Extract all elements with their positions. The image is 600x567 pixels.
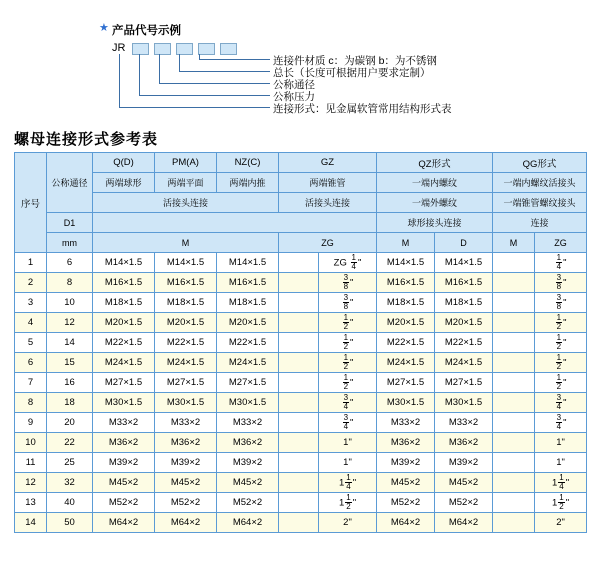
cell-seq: 10: [15, 433, 47, 453]
cell-qg-m: [493, 513, 535, 533]
code-box-1: [132, 43, 149, 55]
cell-pma: M33×2: [155, 413, 217, 433]
cell-seq: 13: [15, 493, 47, 513]
cell-nzc: M20×1.5: [217, 313, 279, 333]
cell-qz-m: M18×1.5: [377, 293, 435, 313]
cell-nominal-diameter: 25: [47, 453, 93, 473]
section-heading: 螺母连接形式参考表: [14, 131, 159, 148]
leader-v-2: [139, 54, 140, 96]
cell-nominal-diameter: 50: [47, 513, 93, 533]
cell-qd: M39×2: [93, 453, 155, 473]
cell-nominal-diameter: 20: [47, 413, 93, 433]
header-group-qg: QG形式: [493, 153, 587, 173]
header-gz-connection: 活接头连接: [279, 193, 377, 213]
cell-qz-d: M14×1.5: [435, 253, 493, 273]
cell-gz-zg: ZG $\frac{1}{4}$ ": [319, 253, 377, 273]
cell-nominal-diameter: 6: [47, 253, 93, 273]
cell-seq: 5: [15, 333, 47, 353]
header-gz-desc: 两端锥管: [279, 173, 377, 193]
header-group-qd: Q(D): [93, 153, 155, 173]
code-box-4: [198, 43, 215, 55]
cell-gz-zg: $\frac{3}{4}$ ": [319, 413, 377, 433]
cell-gz-zg: $\frac{1}{2}$ ": [319, 333, 377, 353]
cell-nzc: M52×2: [217, 493, 279, 513]
header-unit-m-qg: M: [493, 233, 535, 253]
leader-h-2: [139, 95, 270, 96]
cell-nominal-diameter: 22: [47, 433, 93, 453]
table-row: [15, 273, 587, 293]
cell-qd: M14×1.5: [93, 253, 155, 273]
header-group-pma: PM(A): [155, 153, 217, 173]
cell-qg-zg: 1": [535, 433, 587, 453]
header-unit-zg-gz: ZG: [279, 233, 377, 253]
cell-nominal-diameter: 10: [47, 293, 93, 313]
cell-gz-zg: 1 $\frac{1}{2}$ ": [319, 493, 377, 513]
cell-qg-m: [493, 273, 535, 293]
cell-gz-zg: $\frac{3}{4}$ ": [319, 393, 377, 413]
cell-qg-zg: $\frac{1}{2}$ ": [535, 353, 587, 373]
cell-qg-zg: 1 $\frac{1}{4}$ ": [535, 473, 587, 493]
cell-nzc: M36×2: [217, 433, 279, 453]
cell-seq: 8: [15, 393, 47, 413]
cell-gz-zg: $\frac{3}{8}$ ": [319, 273, 377, 293]
star-icon: ★: [99, 22, 109, 34]
cell-pma: M22×1.5: [155, 333, 217, 353]
cell-seq: 12: [15, 473, 47, 493]
table-row: [15, 353, 587, 373]
header-unit-m-qz: M: [377, 233, 435, 253]
cell-qg-m: [493, 413, 535, 433]
header-nominal-diameter: 公称通径: [47, 153, 93, 213]
cell-qz-m: M14×1.5: [377, 253, 435, 273]
cell-pma: M24×1.5: [155, 353, 217, 373]
table-row: [15, 473, 587, 493]
cell-gz-m: [279, 273, 319, 293]
cell-qz-d: M24×1.5: [435, 353, 493, 373]
cell-qg-zg: $\frac{3}{8}$ ": [535, 273, 587, 293]
cell-nominal-diameter: 16: [47, 373, 93, 393]
cell-gz-m: [279, 313, 319, 333]
legend-title: 产品代号示例: [112, 25, 181, 37]
cell-nzc: M24×1.5: [217, 353, 279, 373]
cell-qg-m: [493, 453, 535, 473]
cell-gz-zg: $\frac{1}{2}$ ": [319, 353, 377, 373]
table-row: [15, 433, 587, 453]
cell-pma: M52×2: [155, 493, 217, 513]
cell-gz-m: [279, 293, 319, 313]
cell-qg-zg: $\frac{1}{2}$ ": [535, 333, 587, 353]
table-row: [15, 333, 587, 353]
cell-qz-m: M22×1.5: [377, 333, 435, 353]
header-qz-thread: 一端外螺纹: [377, 193, 493, 213]
table-header-row-5: [15, 233, 587, 253]
leader-h-1: [119, 107, 270, 108]
cell-seq: 11: [15, 453, 47, 473]
header-group-qz: QZ形式: [377, 153, 493, 173]
cell-gz-m: [279, 453, 319, 473]
leader-h-5: [199, 59, 270, 60]
cell-qz-d: M45×2: [435, 473, 493, 493]
cell-qz-m: M27×1.5: [377, 373, 435, 393]
cell-qd: M52×2: [93, 493, 155, 513]
code-box-group: [132, 43, 237, 55]
legend-item-connection-type: 连接形式：见金属软管常用结构形式表: [273, 103, 452, 115]
table-row: [15, 253, 587, 273]
cell-nominal-diameter: 14: [47, 333, 93, 353]
header-qz-ball-connection: 球形接头连接: [377, 213, 493, 233]
leader-h-4: [179, 71, 270, 72]
cell-qd: M20×1.5: [93, 313, 155, 333]
cell-qz-m: M20×1.5: [377, 313, 435, 333]
cell-qg-zg: $\frac{3}{4}$ ": [535, 413, 587, 433]
header-nzc-desc: 两端内推: [217, 173, 279, 193]
cell-qz-d: M36×2: [435, 433, 493, 453]
cell-gz-zg: $\frac{1}{2}$ ": [319, 313, 377, 333]
header-group-nzc: NZ(C): [217, 153, 279, 173]
code-box-5: [220, 43, 237, 55]
header-unit-mm: mm: [47, 233, 93, 253]
cell-qg-zg: $\frac{1}{2}$ ": [535, 373, 587, 393]
cell-pma: M36×2: [155, 433, 217, 453]
cell-qd: M36×2: [93, 433, 155, 453]
cell-gz-zg: 1 $\frac{1}{4}$ ": [319, 473, 377, 493]
cell-qz-d: M52×2: [435, 493, 493, 513]
table-row: [15, 453, 587, 473]
cell-qg-zg: 1 $\frac{1}{2}$ ": [535, 493, 587, 513]
cell-qz-m: M39×2: [377, 453, 435, 473]
cell-qz-d: M22×1.5: [435, 333, 493, 353]
cell-qg-m: [493, 493, 535, 513]
cell-qd: M33×2: [93, 413, 155, 433]
cell-seq: 9: [15, 413, 47, 433]
cell-qz-m: M45×2: [377, 473, 435, 493]
cell-seq: 1: [15, 253, 47, 273]
cell-gz-m: [279, 353, 319, 373]
cell-gz-m: [279, 413, 319, 433]
header-qz-desc: 一端内螺纹: [377, 173, 493, 193]
header-qd-desc: 两端球形: [93, 173, 155, 193]
table-body: [15, 253, 587, 533]
cell-gz-zg: $\frac{3}{8}$ ": [319, 293, 377, 313]
cell-qz-m: M24×1.5: [377, 353, 435, 373]
cell-qg-zg: 1": [535, 453, 587, 473]
cell-pma: M45×2: [155, 473, 217, 493]
cell-seq: 14: [15, 513, 47, 533]
cell-gz-m: [279, 433, 319, 453]
cell-gz-m: [279, 393, 319, 413]
product-prefix-label: JR: [112, 42, 126, 54]
cell-qz-m: M64×2: [377, 513, 435, 533]
cell-gz-m: [279, 473, 319, 493]
nut-connection-reference-table: [14, 152, 587, 533]
cell-qz-m: M52×2: [377, 493, 435, 513]
cell-qz-d: M33×2: [435, 413, 493, 433]
header-qg-thread: 一端锥管螺纹接头: [493, 193, 587, 213]
legend-item-length: 总长（长度可根据用户要求定制）: [273, 67, 431, 79]
cell-gz-zg: 2": [319, 513, 377, 533]
cell-qd: M24×1.5: [93, 353, 155, 373]
cell-qz-d: M30×1.5: [435, 393, 493, 413]
legend-item-nominal-diameter: 公称通径: [273, 79, 315, 91]
cell-qg-m: [493, 433, 535, 453]
cell-pma: M39×2: [155, 453, 217, 473]
cell-gz-m: [279, 333, 319, 353]
cell-qd: M22×1.5: [93, 333, 155, 353]
cell-qg-m: [493, 373, 535, 393]
header-unit-m-left: M: [93, 233, 279, 253]
cell-gz-zg: $\frac{1}{2}$ ": [319, 373, 377, 393]
cell-pma: M14×1.5: [155, 253, 217, 273]
cell-nzc: M45×2: [217, 473, 279, 493]
cell-gz-zg: 1": [319, 433, 377, 453]
table-row: [15, 393, 587, 413]
cell-qd: M45×2: [93, 473, 155, 493]
cell-qg-m: [493, 313, 535, 333]
leader-v-4: [179, 54, 180, 72]
cell-qz-d: M39×2: [435, 453, 493, 473]
cell-pma: M27×1.5: [155, 373, 217, 393]
header-d1: D1: [47, 213, 93, 233]
cell-qd: M18×1.5: [93, 293, 155, 313]
cell-qg-zg: $\frac{3}{8}$ ": [535, 293, 587, 313]
header-unit-zg-qg: ZG: [535, 233, 587, 253]
leader-v-3: [159, 54, 160, 84]
cell-seq: 3: [15, 293, 47, 313]
cell-nominal-diameter: 40: [47, 493, 93, 513]
cell-qg-zg: $\frac{1}{4}$ ": [535, 253, 587, 273]
cell-gz-m: [279, 253, 319, 273]
cell-nzc: M27×1.5: [217, 373, 279, 393]
table-row: [15, 493, 587, 513]
cell-pma: M18×1.5: [155, 293, 217, 313]
legend-item-material: 连接件材质 c：为碳钢 b：为不锈钢: [273, 55, 437, 67]
cell-qz-m: M33×2: [377, 413, 435, 433]
cell-nzc: M22×1.5: [217, 333, 279, 353]
cell-qz-m: M16×1.5: [377, 273, 435, 293]
cell-qz-d: M27×1.5: [435, 373, 493, 393]
table-header-row-2: [15, 173, 587, 193]
table-header-row-1: [15, 153, 587, 173]
cell-gz-m: [279, 373, 319, 393]
cell-seq: 4: [15, 313, 47, 333]
cell-nominal-diameter: 8: [47, 273, 93, 293]
header-qg-connection: 连接: [493, 213, 587, 233]
cell-nominal-diameter: 18: [47, 393, 93, 413]
table-header-row-3: [15, 193, 587, 213]
cell-qg-zg: $\frac{3}{4}$ ": [535, 393, 587, 413]
cell-qz-m: M30×1.5: [377, 393, 435, 413]
cell-qd: M27×1.5: [93, 373, 155, 393]
cell-seq: 7: [15, 373, 47, 393]
cell-qg-m: [493, 253, 535, 273]
header-left-connection: 活接头连接: [93, 193, 279, 213]
cell-pma: M30×1.5: [155, 393, 217, 413]
cell-qz-d: M16×1.5: [435, 273, 493, 293]
cell-nzc: M16×1.5: [217, 273, 279, 293]
cell-gz-m: [279, 493, 319, 513]
cell-nzc: M30×1.5: [217, 393, 279, 413]
cell-nominal-diameter: 32: [47, 473, 93, 493]
cell-seq: 2: [15, 273, 47, 293]
cell-qz-d: M18×1.5: [435, 293, 493, 313]
header-seq: 序号: [15, 153, 47, 253]
cell-pma: M16×1.5: [155, 273, 217, 293]
header-qg-desc: 一端内螺纹活接头: [493, 173, 587, 193]
cell-qd: M64×2: [93, 513, 155, 533]
cell-qd: M16×1.5: [93, 273, 155, 293]
cell-qz-d: M20×1.5: [435, 313, 493, 333]
product-code-legend: [0, 0, 600, 128]
cell-nzc: M33×2: [217, 413, 279, 433]
leader-h-3: [159, 83, 270, 84]
cell-nzc: M39×2: [217, 453, 279, 473]
cell-qz-d: M64×2: [435, 513, 493, 533]
cell-nzc: M14×1.5: [217, 253, 279, 273]
header-pma-desc: 两端平面: [155, 173, 217, 193]
table-row: [15, 293, 587, 313]
cell-nzc: M64×2: [217, 513, 279, 533]
cell-nzc: M18×1.5: [217, 293, 279, 313]
cell-qg-zg: $\frac{1}{2}$ ": [535, 313, 587, 333]
table-row: [15, 313, 587, 333]
cell-qg-m: [493, 333, 535, 353]
header-spacer: [93, 213, 377, 233]
cell-pma: M64×2: [155, 513, 217, 533]
cell-qg-m: [493, 353, 535, 373]
cell-nominal-diameter: 15: [47, 353, 93, 373]
table-row: [15, 513, 587, 533]
cell-pma: M20×1.5: [155, 313, 217, 333]
cell-gz-m: [279, 513, 319, 533]
table-row: [15, 373, 587, 393]
cell-qg-zg: 2": [535, 513, 587, 533]
table-header-row-4: [15, 213, 587, 233]
cell-qg-m: [493, 393, 535, 413]
cell-qg-m: [493, 473, 535, 493]
leader-v-1: [119, 54, 120, 108]
cell-gz-zg: 1": [319, 453, 377, 473]
table-row: [15, 413, 587, 433]
cell-qd: M30×1.5: [93, 393, 155, 413]
header-unit-d-qz: D: [435, 233, 493, 253]
cell-seq: 6: [15, 353, 47, 373]
cell-qg-m: [493, 293, 535, 313]
cell-qz-m: M36×2: [377, 433, 435, 453]
legend-item-nominal-pressure: 公称压力: [273, 91, 315, 103]
code-box-2: [154, 43, 171, 55]
cell-nominal-diameter: 12: [47, 313, 93, 333]
header-group-gz: GZ: [279, 153, 377, 173]
